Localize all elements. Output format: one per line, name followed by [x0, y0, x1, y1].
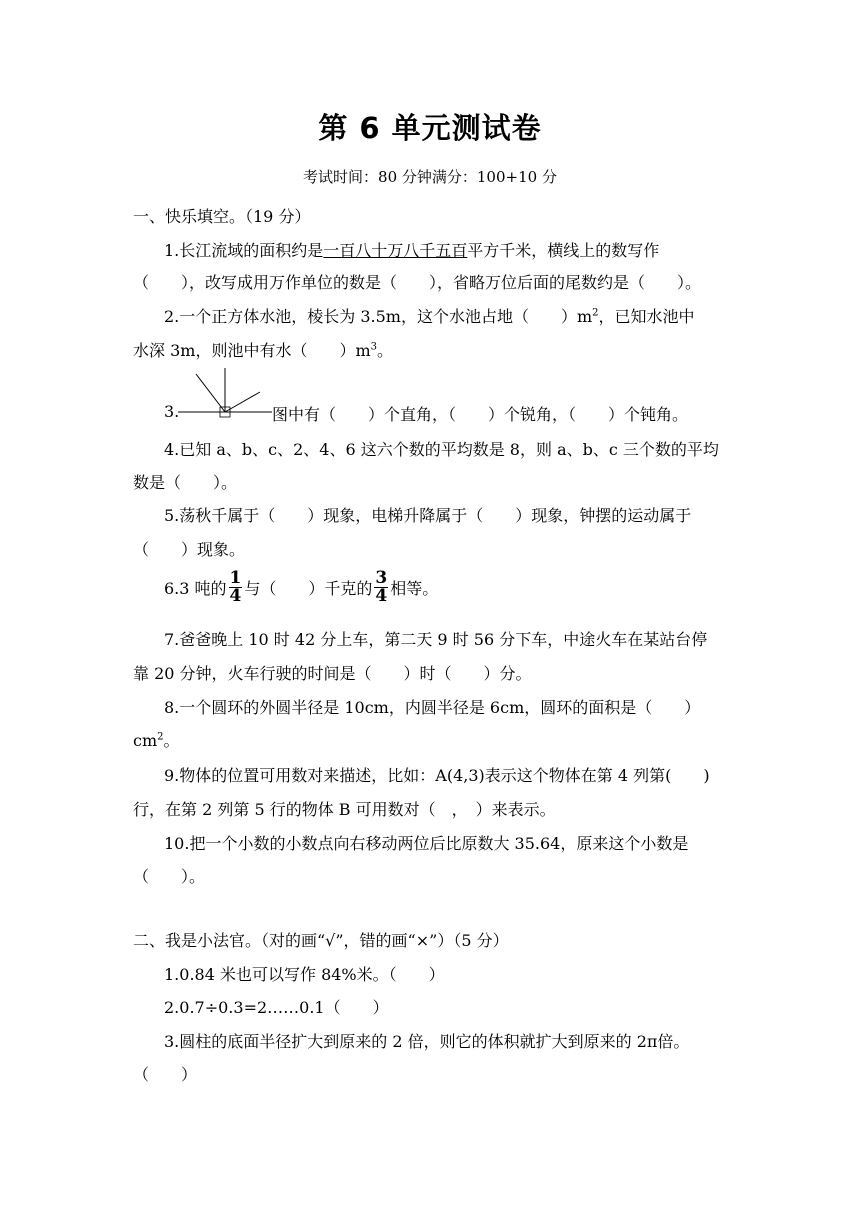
q7-line2: 靠 20 分钟，火车行驶的时间是（ ）时（ ）分。	[133, 664, 532, 683]
exam-meta: 考试时间：80 分钟满分：100+10 分	[303, 168, 557, 186]
q8-line1: 8.一个圆环的外圆半径是 10cm，内圆半径是 6cm，圆环的面积是（ ）	[164, 698, 701, 717]
q2-sup1: 2	[592, 307, 599, 319]
q8-sup: 2	[157, 731, 164, 743]
q7-line1: 7.爸爸晚上 10 时 42 分上车，第二天 9 时 56 分下车，中途火车在某站台停	[164, 630, 708, 649]
q10-line2: （ ）。	[133, 867, 206, 886]
q6-pre: 6.3 吨的	[164, 579, 227, 598]
q3-num: 3.	[164, 402, 180, 421]
q5-line2: （ ）现象。	[133, 540, 246, 559]
q2-line1	[164, 304, 695, 327]
q8-post: 。	[163, 731, 180, 750]
fraction2-denominator: 4	[375, 586, 388, 606]
q1-underlined-number: 一百八十万八千五百	[323, 241, 468, 260]
q2-line2-post: 。	[377, 341, 394, 360]
fraction-three-quarters	[374, 570, 388, 605]
section2-heading: 二、我是小法官。（对的画“√”，错的画“×”）（5 分）	[133, 931, 509, 950]
q1-line2: （ ），改写成用万作单位的数是（ ），省略万位后面的尾数约是（ ）。	[133, 273, 702, 292]
q4-line1: 4.已知 a、b、c、2、4、6 这六个数的平均数是 8，则 a、b、c 三个数的平均	[164, 440, 719, 459]
q9-line1: 9.物体的位置可用数对来描述，比如：A(4,3)表示这个物体在第 4 列第( )	[164, 766, 710, 785]
q10-line1: 10.把一个小数的小数点向右移动两位后比原数大 35.64，原来这个小数是	[164, 834, 689, 853]
q4-line2: 数是（ ）。	[133, 473, 238, 492]
q6-mid: 与（ ）千克的	[244, 579, 373, 598]
q2-line2-pre: 水深 3m，则池中有水（ ）m	[133, 341, 371, 360]
page-title: 第 6 单元测试卷	[318, 111, 542, 145]
s2-q1: 1.0.84 米也可以写作 84%米。（ ）	[164, 965, 445, 984]
s2-q2: 2.0.7÷0.3=2……0.1（ ）	[164, 998, 389, 1017]
q2-sup2: 3	[370, 341, 377, 353]
angle-figure	[178, 368, 274, 418]
section1-heading: 一、快乐填空。（19 分）	[133, 207, 311, 226]
q2-line1-post: ，已知水池中	[598, 307, 695, 326]
q1-pre: 1.长江流域的面积约是	[164, 241, 324, 260]
s2-q3-line2: （ ）	[133, 1065, 198, 1084]
q8-line2	[133, 728, 180, 751]
fraction1-denominator: 4	[229, 586, 242, 606]
q3-text: 图中有（ ）个直角，（ ）个锐角，（ ）个钝角。	[272, 405, 689, 424]
q2-line2	[133, 338, 393, 361]
fraction2-numerator: 3	[375, 568, 388, 588]
q9-line2: 行，在第 2 列第 5 行的物体 B 可用数对（ ， ）来表示。	[133, 800, 556, 819]
fraction1-numerator: 1	[229, 568, 242, 588]
q6-line	[164, 570, 438, 605]
q8-unit: cm	[133, 731, 158, 750]
q2-line1-pre: 2.一个正方体水池，棱长为 3.5m，这个水池占地（ ）m	[164, 307, 593, 326]
q6-post: 相等。	[390, 579, 439, 598]
q1-post: 平方千米，横线上的数写作	[467, 241, 660, 260]
s2-q3-line1: 3.圆柱的底面半径扩大到原来的 2 倍，则它的体积就扩大到原来的 2π倍。	[164, 1032, 690, 1051]
q5-line1: 5.荡秋千属于（ ）现象，电梯升降属于（ ）现象，钟摆的运动属于	[164, 506, 692, 525]
fraction-one-quarter	[229, 570, 243, 605]
q1-line1	[164, 238, 659, 261]
